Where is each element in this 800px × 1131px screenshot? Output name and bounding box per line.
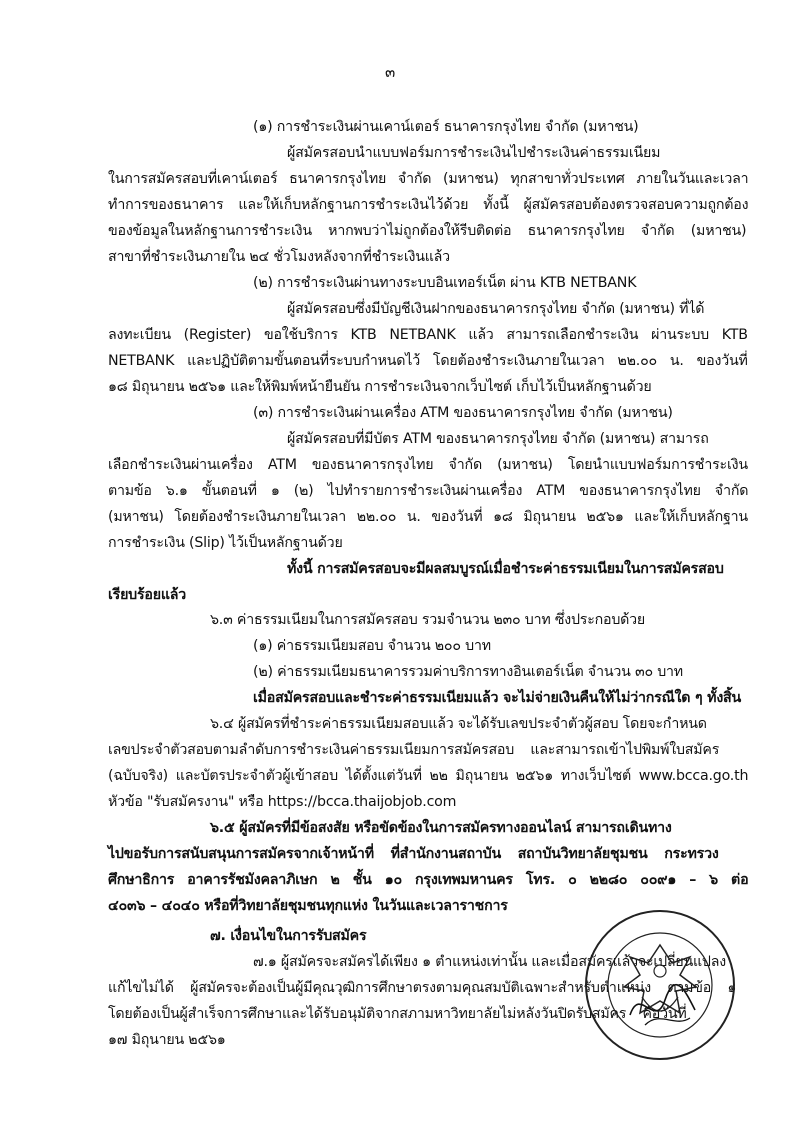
text-line: แก้ไขไม่ได้ ผู้สมัครจะต้องเป็นผู้มีคุณวุฒิการศึกษาตรงตามคุณสมบัติเฉพาะสำหรับตำแหน่ง ตามข้อ ๑ — [108, 980, 737, 996]
text-line: (๑) ค่าธรรมเนียมสอบ จำนวน ๒๐๐ บาท — [253, 638, 491, 654]
text-line: (ฉบับจริง) และบัตรประจำตัวผู้เข้าสอบ ได้ตั้งแต่วันที่ ๒๒ มิถุนายน ๒๕๖๑ ทางเว็บไซต์ www.bcca.go.th — [108, 768, 749, 784]
text-line: NETBANK และปฏิบัติตามขั้นตอนที่ระบบกำหนดไว้ โดยต้องชำระเงินภายในเวลา ๒๒.๐๐ น. ของวันที่ — [108, 353, 748, 369]
text-line: (๓) การชำระเงินผ่านเครื่อง ATM ของธนาคารกรุงไทย จำกัด (มหาชน) — [253, 405, 673, 421]
text-line: เมื่อสมัครสอบและชำระค่าธรรมเนียมแล้ว จะไม่จ่ายเงินคืนให้ไม่ว่ากรณีใด ๆ ทั้งสิ้น — [253, 690, 742, 706]
text-line: เลือกชำระเงินผ่านเครื่อง ATM ของธนาคารกรุงไทย จำกัด (มหาชน) โดยนำแบบฟอร์มการชำระเงิน — [108, 457, 748, 473]
text-line: ทั้งนี้ การสมัครสอบจะมีผลสมบูรณ์เมื่อชำระค่าธรรมเนียมในการสมัครสอบ — [287, 561, 724, 577]
text-line: ในการสมัครสอบที่เคาน์เตอร์ ธนาคารกรุงไทย จำกัด (มหาชน) ทุกสาขาทั่วประเทศ ภายในวันและเวลา — [108, 171, 749, 187]
page-number: ๓ — [385, 63, 396, 81]
text-line: ตามข้อ ๖.๑ ขั้นตอนที่ ๑ (๒) ไปทำรายการชำระเงินผ่านเครื่อง ATM ของธนาคารกรุงไทย จำกัด — [108, 483, 749, 499]
text-line: หัวข้อ "รับสมัครงาน" หรือ https://bcca.thaijobjob.com — [108, 794, 457, 810]
text-line: ศึกษาธิการ อาคารรัชมังคลาภิเษก ๒ ชั้น ๑๐ กรุงเทพมหานคร โทร. ๐ ๒๒๘๐ ๐๐๙๑ – ๖ ต่อ — [108, 872, 749, 888]
text-line: ลงทะเบียน (Register) ขอใช้บริการ KTB NETBANK แล้ว สามารถเลือกชำระเงิน ผ่านระบบ KTB — [108, 327, 748, 343]
text-line: เรียบร้อยแล้ว — [108, 587, 187, 603]
text-line: (มหาชน) โดยต้องชำระเงินภายในเวลา ๒๒.๐๐ น. ของวันที่ ๑๘ มิถุนายน ๒๕๖๑ และให้เก็บหลักฐาน — [108, 509, 748, 525]
text-line: (๒) การชำระเงินผ่านทางระบบอินเทอร์เน็ต ผ่าน KTB NETBANK — [253, 275, 637, 291]
text-line: ผู้สมัครสอบซึ่งมีบัญชีเงินฝากของธนาคารกรุงไทย จำกัด (มหาชน) ที่ได้ — [287, 301, 705, 317]
text-line: สาขาที่ชำระเงินภายใน ๒๔ ชั่วโมงหลังจากที่ชำระเงินแล้ว — [108, 249, 450, 265]
text-line: ผู้สมัครสอบที่มีบัตร ATM ของธนาคารกรุงไทย จำกัด (มหาชน) สามารถ — [287, 431, 709, 447]
text-line: ของข้อมูลในหลักฐานการชำระเงิน หากพบว่าไม่ถูกต้องให้รีบติดต่อ ธนาคารกรุงไทย จำกัด (มหาชน) — [108, 223, 747, 239]
text-line: ๖.๓ ค่าธรรมเนียมในการสมัครสอบ รวมจำนวน ๒๓๐ บาท ซึ่งประกอบด้วย — [210, 612, 646, 628]
text-line: ๔๐๓๖ – ๔๐๔๐ หรือที่วิทยาลัยชุมชนทุกแห่ง ในวันและเวลาราชการ — [108, 898, 508, 914]
text-line: ทำการของธนาคาร และให้เก็บหลักฐานการชำระเงินไว้ด้วย ทั้งนี้ ผู้สมัครสอบต้องตรวจสอบความถูกต้อง — [108, 197, 749, 213]
text-line: โดยต้องเป็นผู้สำเร็จการศึกษาและได้รับอนุมัติจากสภามหาวิทยาลัยไม่หลังวันปิดรับสมัคร คือวันที่ — [108, 1006, 687, 1022]
text-line: (๒) ค่าธรรมเนียมธนาคารรวมค่าบริการทางอินเตอร์เน็ต จำนวน ๓๐ บาท — [253, 664, 683, 680]
text-line: การชำระเงิน (Slip) ไว้เป็นหลักฐานด้วย — [108, 535, 343, 551]
text-line: ๖.๕ ผู้สมัครที่มีข้อสงสัย หรือขัดข้องในการสมัครทางออนไลน์ สามารถเดินทาง — [210, 820, 672, 836]
text-line: (๑) การชำระเงินผ่านเคาน์เตอร์ ธนาคารกรุงไทย จำกัด (มหาชน) — [253, 119, 639, 135]
text-line: เลขประจำตัวสอบตามลำดับการชำระเงินค่าธรรมเนียมการสมัครสอบ และสามารถเข้าไปพิมพ์ใบสมัคร — [108, 742, 720, 758]
text-line: ๑๗ มิถุนายน ๒๕๖๑ — [108, 1032, 226, 1048]
text-line: ๖.๔ ผู้สมัครที่ชำระค่าธรรมเนียมสอบแล้ว จะได้รับเลขประจำตัวผู้สอบ โดยจะกำหนด — [210, 716, 707, 732]
text-line: ๗. เงื่อนไขในการรับสมัคร — [210, 928, 367, 944]
text-line: ไปขอรับการสนับสนุนการสมัครจากเจ้าหน้าที่ ที่สำนักงานสถาบัน สถาบันวิทยาลัยชุมชน กระทรวง — [108, 846, 719, 862]
text-line: ๑๘ มิถุนายน ๒๕๖๑ และให้พิมพ์หน้ายืนยัน การชำระเงินจากเว็บไซต์ เก็บไว้เป็นหลักฐานด้วย — [108, 379, 652, 395]
text-line: ๗.๑ ผู้สมัครจะสมัครได้เพียง ๑ ตำแหน่งเท่านั้น และเมื่อสมัครแล้วจะเปลี่ยนแปลง — [253, 954, 726, 970]
text-line: ผู้สมัครสอบนำแบบฟอร์มการชำระเงินไปชำระเงินค่าธรรมเนียม — [287, 145, 661, 161]
handwritten-signature — [625, 980, 700, 1035]
